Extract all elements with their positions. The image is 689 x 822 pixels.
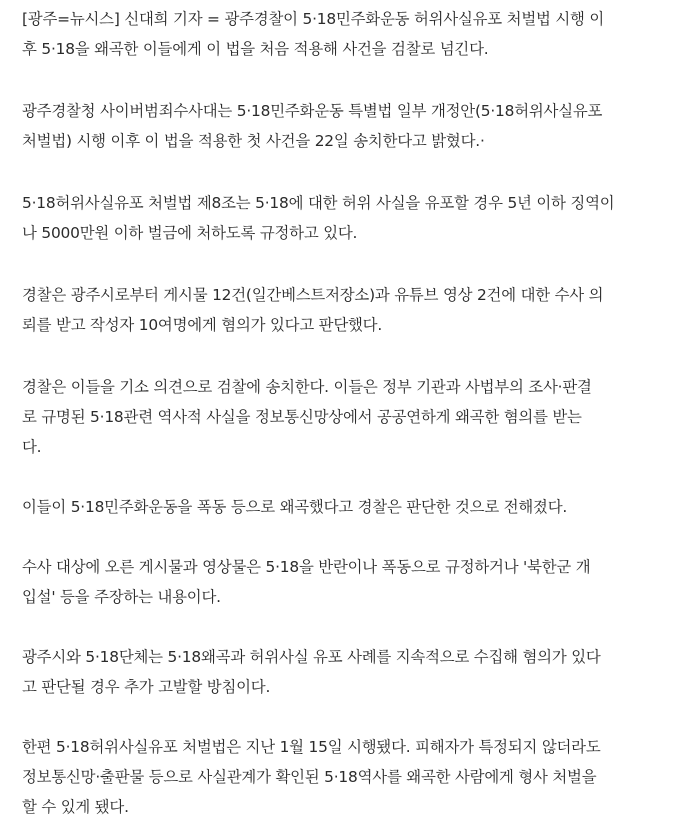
article-paragraph-7 bbox=[22, 552, 677, 612]
paragraph-spacer bbox=[22, 248, 677, 280]
article-paragraph-4 bbox=[22, 280, 677, 340]
paragraph-line: 수사 대상에 오른 게시물과 영상물은 5·18을 반란이나 폭동으로 규정하거나 '북한군 개 bbox=[22, 558, 591, 576]
paragraph-line: 입설' 등을 주장하는 내용이다. bbox=[22, 588, 221, 606]
paragraph-line: 후 5·18을 왜곡한 이들에게 이 법을 처음 적용해 사건을 검찰로 넘긴다. bbox=[22, 40, 489, 58]
paragraph-line: 이들이 5·18민주화운동을 폭동 등으로 왜곡했다고 경찰은 판단한 것으로 전해졌다. bbox=[22, 498, 568, 516]
paragraph-line: 고 판단될 경우 추가 고발할 방침이다. bbox=[22, 678, 271, 696]
paragraph-line: 5·18허위사실유포 처벌법 제8조는 5·18에 대한 허위 사실을 유포할 경우 5년 이하 징역이 bbox=[22, 194, 615, 212]
paragraph-line: [광주=뉴시스] 신대희 기자 = 광주경찰이 5·18민주화운동 허위사실유포 처벌법 시행 이 bbox=[22, 10, 605, 28]
article-paragraph-1 bbox=[22, 4, 677, 64]
paragraph-spacer bbox=[22, 340, 677, 372]
paragraph-line: 광주경찰청 사이버범죄수사대는 5·18민주화운동 특별법 일부 개정안(5·18허위사실유포 bbox=[22, 102, 603, 120]
paragraph-spacer bbox=[22, 522, 677, 552]
paragraph-line: 나 5000만원 이하 벌금에 처하도록 규정하고 있다. bbox=[22, 224, 358, 242]
paragraph-line: 뢰를 받고 작성자 10여명에게 혐의가 있다고 판단했다. bbox=[22, 316, 383, 334]
paragraph-line: 경찰은 이들을 기소 의견으로 검찰에 송치한다. 이들은 정부 기관과 사법부의 조사·판결 bbox=[22, 378, 592, 396]
article-paragraph-3 bbox=[22, 188, 677, 248]
paragraph-line: 정보통신망·출판물 등으로 사실관계가 확인된 5·18역사를 왜곡한 사람에게 형사 처벌을 bbox=[22, 768, 597, 786]
article-paragraph-2 bbox=[22, 96, 677, 156]
paragraph-line: 경찰은 광주시로부터 게시물 12건(일간베스트저장소)과 유튜브 영상 2건에 대한 수사 의 bbox=[22, 286, 604, 304]
article-paragraph-9 bbox=[22, 732, 677, 822]
paragraph-line: 한편 5·18허위사실유포 처벌법은 지난 1월 15일 시행됐다. 피해자가 특정되지 않더라도 bbox=[22, 738, 601, 756]
paragraph-line: 다. bbox=[22, 438, 42, 456]
paragraph-spacer bbox=[22, 612, 677, 642]
article-paragraph-6 bbox=[22, 492, 677, 522]
paragraph-line: 광주시와 5·18단체는 5·18왜곡과 허위사실 유포 사례를 지속적으로 수집해 혐의가 있다 bbox=[22, 648, 601, 666]
paragraph-spacer bbox=[22, 702, 677, 732]
paragraph-spacer bbox=[22, 64, 677, 96]
paragraph-line: 할 수 있게 됐다. bbox=[22, 798, 129, 816]
paragraph-spacer bbox=[22, 462, 677, 492]
article-paragraph-8 bbox=[22, 642, 677, 702]
paragraph-spacer bbox=[22, 156, 677, 188]
paragraph-line: 로 규명된 5·18관련 역사적 사실을 정보통신망상에서 공공연하게 왜곡한 혐의를 받는 bbox=[22, 408, 582, 426]
article-paragraph-5 bbox=[22, 372, 677, 462]
paragraph-line: 처벌법) 시행 이후 이 법을 적용한 첫 사건을 22일 송치한다고 밝혔다.· bbox=[22, 132, 485, 150]
